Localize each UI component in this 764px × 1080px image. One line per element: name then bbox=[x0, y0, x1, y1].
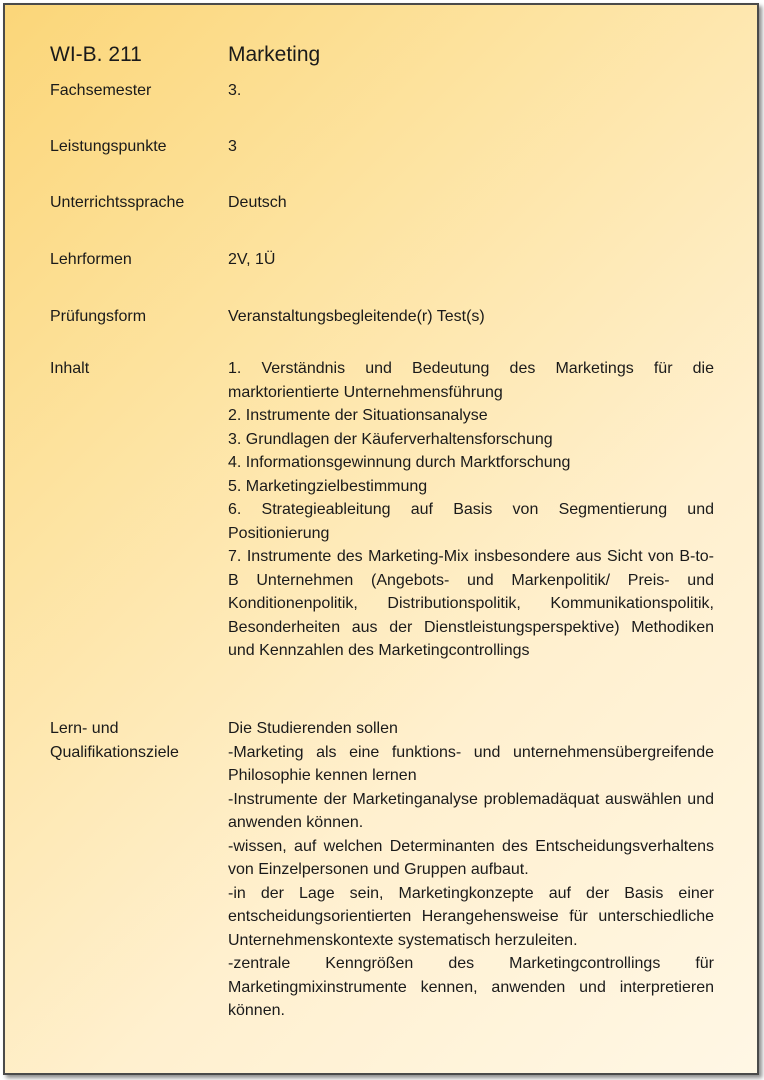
value-leistungspunkte: 3 bbox=[228, 138, 237, 155]
lernziele-item: -in der Lage sein, Marketingkonzepte auf der Basis einer entscheidungsorientierten Herangehensweise für unterschiedliche Unternehmenskontexte systematisch herzuleiten. bbox=[228, 884, 714, 949]
label-lernziele bbox=[50, 717, 179, 764]
label-lernziele-line1: Lern- und bbox=[50, 720, 119, 737]
inhalt-item: 7. Instrumente des Marketing-Mix insbesondere aus Sicht von B-to-B Unternehmen (Angebots- und Markenpolitik/ Preis- und Konditionenpolitik, Distributionspolitik, Kommunikationspolitik, Besonderheiten aus der Dienstleistungsperspektive) Methodiken und Kennzahlen des Marketingcontrollings bbox=[228, 548, 714, 659]
value-pruefungsform: Veranstaltungsbegleitende(r) Test(s) bbox=[228, 308, 485, 325]
label-lernziele-line2: Qualifikationsziele bbox=[50, 743, 179, 761]
lernziele-item: -Marketing als eine funktions- und unternehmensübergreifende Philosophie kennen lernen bbox=[228, 743, 714, 784]
inhalt-item: 6. Strategieableitung auf Basis von Segmentierung und Positionierung bbox=[228, 501, 714, 542]
inhalt-item: 3. Grundlagen der Käuferverhaltensforschung bbox=[228, 430, 553, 448]
lernziele-item: -wissen, auf welchen Determinanten des Entscheidungsverhaltens von Einzelpersonen und Gruppen aufbaut. bbox=[228, 837, 714, 878]
inhalt-item: 2. Instrumente der Situationsanalyse bbox=[228, 407, 488, 424]
inhalt-item: 5. Marketingzielbestimmung bbox=[228, 477, 428, 495]
lernziele-list bbox=[228, 717, 714, 1023]
label-fachsemester: Fachsemester bbox=[50, 82, 152, 99]
inhalt-item: 4. Informationsgewinnung durch Marktforschung bbox=[228, 454, 571, 471]
module-title: Marketing bbox=[228, 43, 321, 66]
value-lehrformen: 2V, 1Ü bbox=[228, 251, 276, 268]
label-lehrformen: Lehrformen bbox=[50, 251, 132, 268]
value-unterrichtssprache: Deutsch bbox=[228, 194, 287, 211]
inhalt-item: 1. Verständnis und Bedeutung des Marketings für die marktorientierte Unternehmensführung bbox=[228, 360, 714, 401]
label-leistungspunkte: Leistungspunkte bbox=[50, 138, 167, 155]
module-card bbox=[3, 3, 759, 1075]
label-unterrichtssprache: Unterrichtssprache bbox=[50, 194, 185, 211]
lernziele-item: -Instrumente der Marketinganalyse problemadäquat auswählen und anwenden können. bbox=[228, 790, 714, 831]
label-pruefungsform: Prüfungsform bbox=[50, 308, 147, 325]
lernziele-intro: Die Studierenden sollen bbox=[228, 720, 398, 737]
inhalt-list bbox=[228, 357, 714, 663]
lernziele-item: -zentrale Kenngrößen des Marketingcontrollings für Marketingmixinstrumente kennen, anwenden und interpretieren können. bbox=[228, 955, 714, 1019]
module-code: WI-B. 211 bbox=[50, 43, 142, 66]
value-fachsemester: 3. bbox=[228, 82, 242, 99]
label-inhalt: Inhalt bbox=[50, 360, 90, 377]
